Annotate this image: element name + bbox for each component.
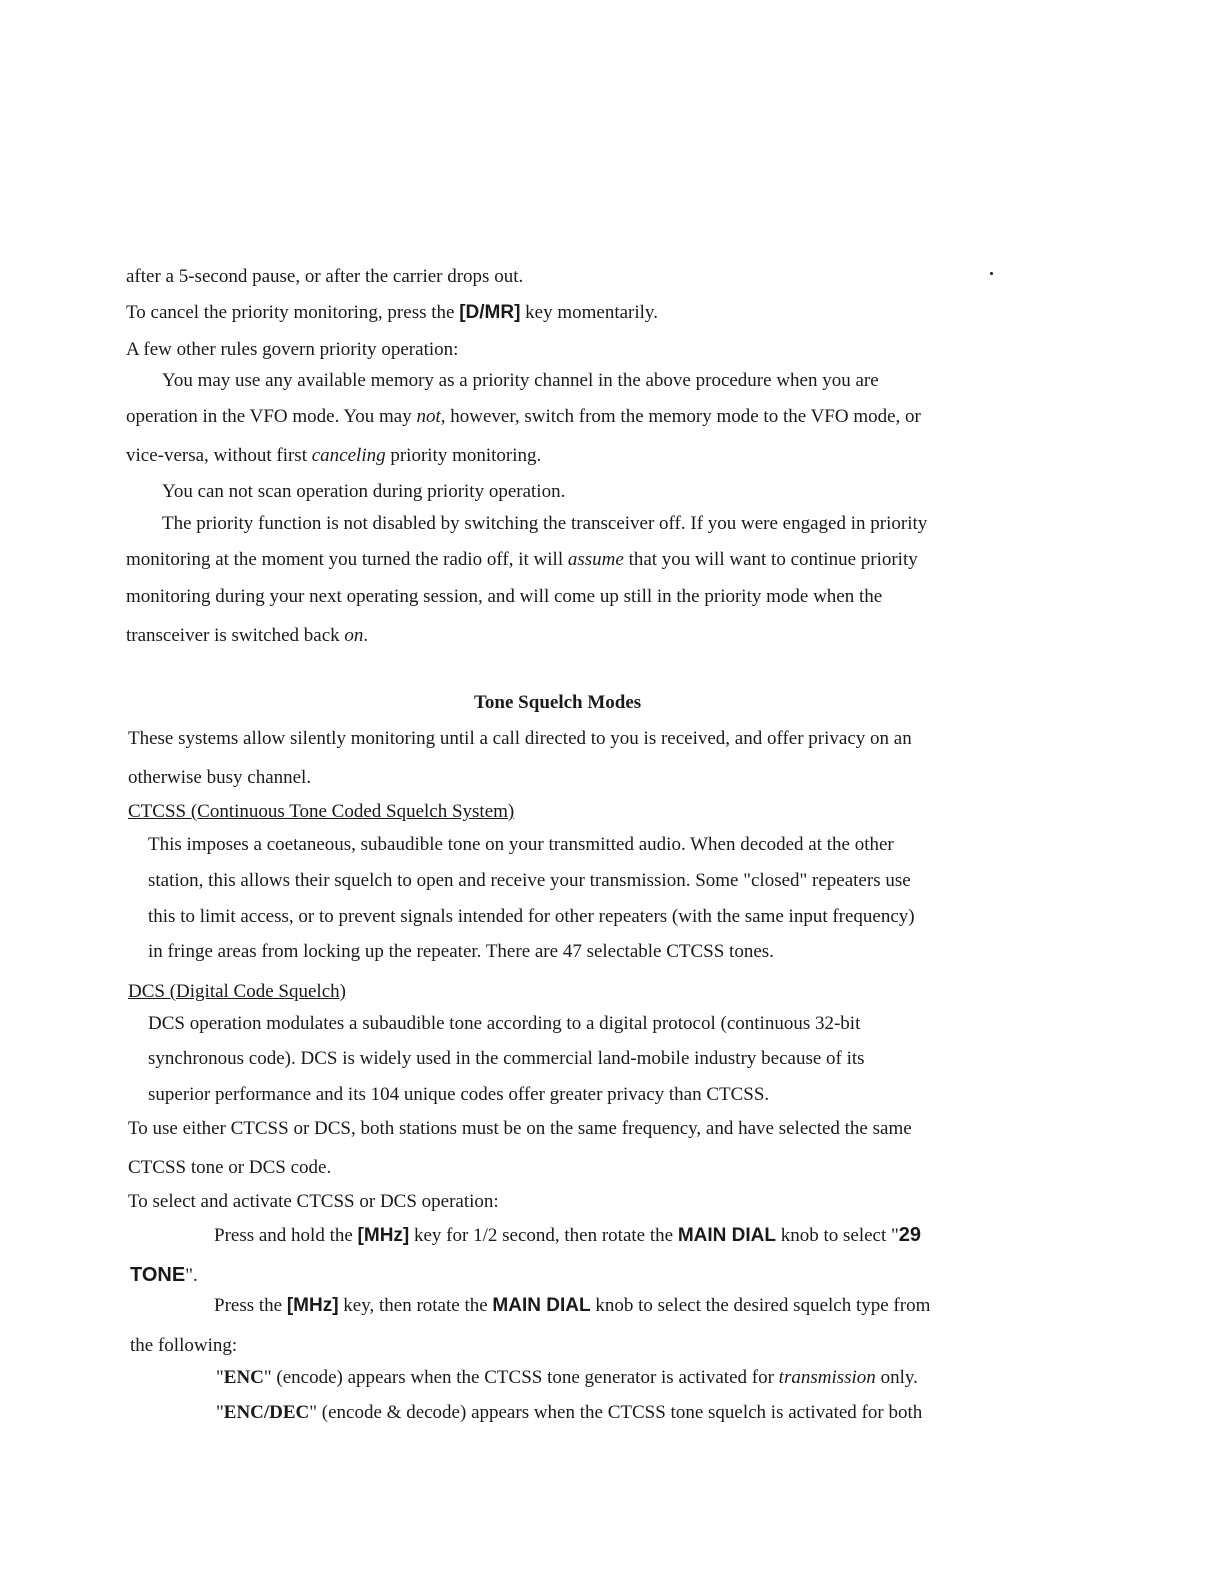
text-line-7: You can not scan operation during priority operation. — [162, 481, 566, 502]
text-line-19: synchronous code). DCS is widely used in the commercial land-mobile industry because of its — [148, 1048, 865, 1069]
text-line-17: in fringe areas from locking up the repeater. There are 47 selectable CTCSS tones. — [148, 941, 774, 962]
text-line-11: transceiver is switched back on. — [126, 625, 369, 646]
dmr-key-label: [D/MR] — [459, 302, 521, 323]
text-line-21: To use either CTCSS or DCS, both stations must be on the same frequency, and have selected the same — [128, 1118, 912, 1139]
text-line-27: the following: — [130, 1335, 238, 1356]
text-line-4: You may use any available memory as a priority channel in the above procedure when you are — [162, 370, 879, 391]
main-dial-label-2: MAIN DIAL — [492, 1295, 591, 1316]
mhz-key-label: [MHz] — [357, 1225, 410, 1246]
text-line-9: monitoring at the moment you turned the radio off, it will assume that you will want to continue priority — [126, 549, 918, 570]
text-line-25: TONE". — [130, 1264, 198, 1286]
mhz-key-label-2: [MHz] — [286, 1295, 339, 1316]
text-line-20: superior performance and its 104 unique codes offer greater privacy than CTCSS. — [148, 1084, 770, 1105]
ctcss-subheading: CTCSS (Continuous Tone Coded Squelch System) — [128, 801, 515, 822]
speck-mark — [990, 272, 993, 275]
text-line-24: Press and hold the [MHz] key for 1/2 second, then rotate the MAIN DIAL knob to select "29 — [214, 1224, 922, 1246]
text-line-3: A few other rules govern priority operation: — [126, 339, 459, 360]
text-line-2: To cancel the priority monitoring, press the [D/MR] key momentarily. — [126, 302, 658, 323]
text-line-14: This imposes a coetaneous, subaudible tone on your transmitted audio. When decoded at the other — [148, 834, 894, 855]
text-line-8: The priority function is not disabled by switching the transceiver off. If you were engaged in priority — [162, 513, 928, 534]
text-line-16: this to limit access, or to prevent signals intended for other repeaters (with the same input frequency) — [148, 906, 915, 927]
text-line-22: CTCSS tone or DCS code. — [128, 1157, 332, 1178]
text-line-28: "ENC" (encode) appears when the CTCSS tone generator is activated for transmission only. — [216, 1367, 918, 1388]
main-dial-label: MAIN DIAL — [677, 1225, 776, 1246]
text-line-10: monitoring during your next operating session, and will come up still in the priority mode when the — [126, 586, 883, 607]
text-line-26: Press the [MHz] key, then rotate the MAIN DIAL knob to select the desired squelch type from — [214, 1295, 931, 1316]
text-line-5: operation in the VFO mode. You may not, however, switch from the memory mode to the VFO mode, or — [126, 406, 921, 427]
text-line-1: after a 5-second pause, or after the carrier drops out. — [126, 266, 524, 287]
text-line-29: "ENC/DEC" (encode & decode) appears when the CTCSS tone squelch is activated for both — [216, 1402, 923, 1423]
text-line-18: DCS operation modulates a subaudible tone according to a digital protocol (continuous 32-bit — [148, 1013, 861, 1034]
text-line-23: To select and activate CTCSS or DCS operation: — [128, 1191, 499, 1212]
text-line-12: These systems allow silently monitoring until a call directed to you is received, and offer privacy on an — [128, 728, 912, 749]
text-line-13: otherwise busy channel. — [128, 767, 312, 788]
dcs-subheading: DCS (Digital Code Squelch) — [128, 981, 346, 1002]
section-heading: Tone Squelch Modes — [474, 692, 642, 713]
text-line-6: vice-versa, without first canceling priority monitoring. — [126, 445, 542, 466]
text-line-15: station, this allows their squelch to open and receive your transmission. Some "closed" repeaters use — [148, 870, 911, 891]
